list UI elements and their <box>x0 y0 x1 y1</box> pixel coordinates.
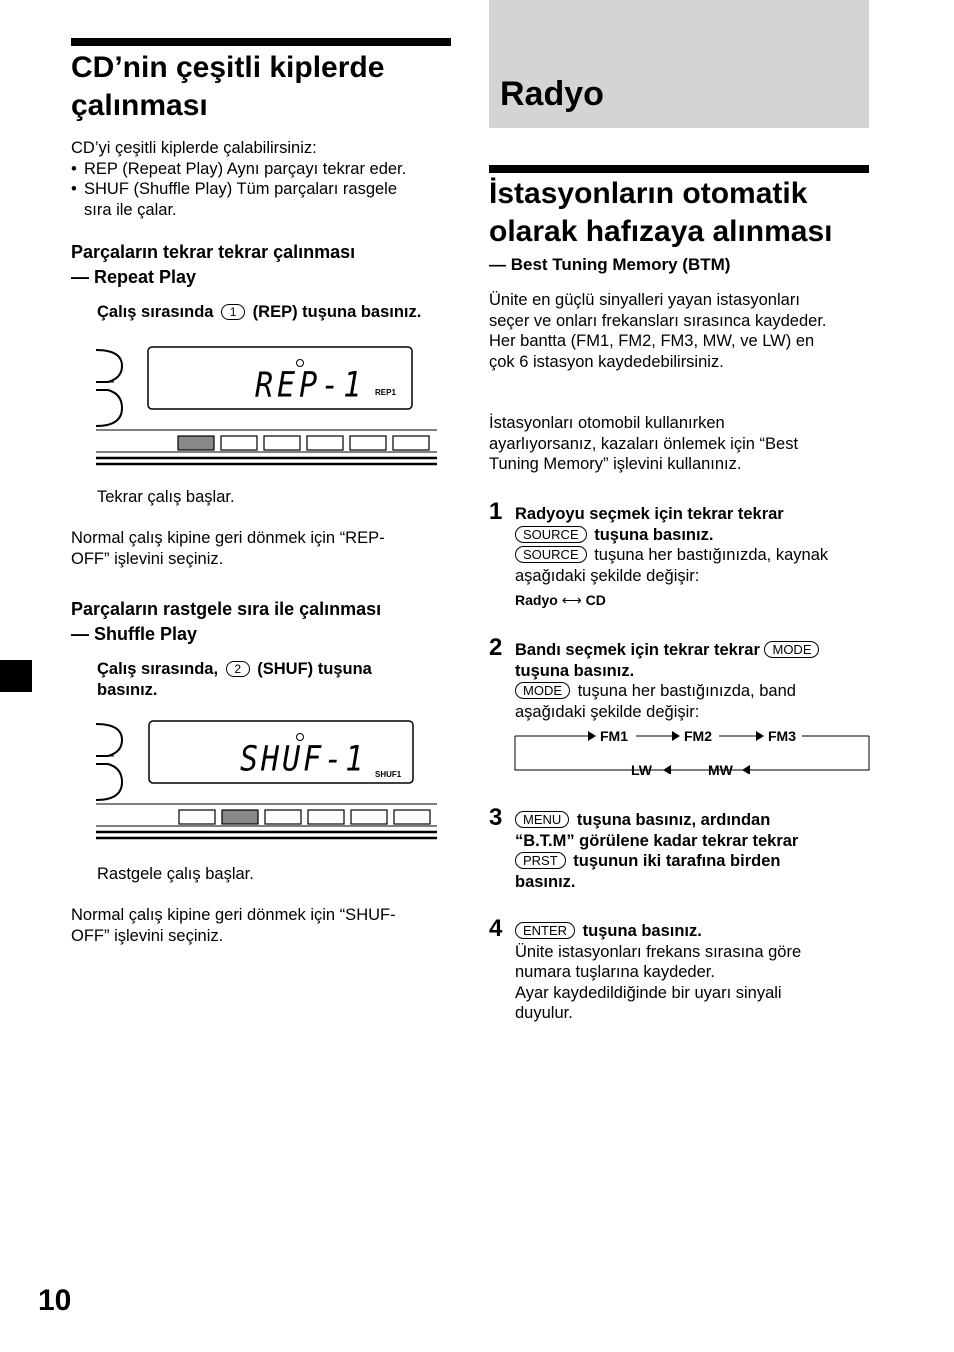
source-flow: Radyo ⟷ CD <box>515 592 606 608</box>
right-para1: Ünite en güçlü sinyalleri yayan istasyonları seçer ve onları frekansları sırasınca kaydeder. Her bantta (FM1, FM2, FM3, MW, ve LW) en çok 6 istasyon kaydedebilirsiniz. <box>489 291 827 371</box>
band-fm2: FM2 <box>684 728 712 744</box>
source-key: SOURCE <box>515 546 587 563</box>
section-banner <box>489 0 869 128</box>
step-1: Radyoyu seçmek için tekrar tekrar SOURCE tuşuna basınız. SOURCE tuşuna her bastığınızda, kaynak aşağıdaki şekilde değişir: <box>515 505 829 585</box>
band-lw: LW <box>631 762 652 778</box>
left-title-rule <box>71 38 451 46</box>
repeat-display-text: REP-1 <box>255 365 366 406</box>
menu-key: MENU <box>515 811 569 828</box>
shuffle-display-indicator: SHUF1 <box>375 770 402 779</box>
key-2: 2 <box>226 661 250 677</box>
page-number: 10 <box>38 1284 72 1317</box>
step-2: Bandı seçmek için tekrar tekrar MODE tuşuna basınız. MODE tuşuna her bastığınızda, band aşağıdaki şekilde değişir: <box>515 640 875 722</box>
mode-key: MODE <box>515 682 570 699</box>
band-fm3: FM3 <box>768 728 796 744</box>
step-1-number: 1 <box>489 498 503 525</box>
double-arrow-icon: ⟷ <box>561 592 582 608</box>
button-row <box>179 810 430 824</box>
section-side-tab <box>0 660 32 692</box>
bullet-shuf: • SHUF (Shuffle Play) Tüm parçaları rasgele sıra ile çalar. <box>71 180 398 219</box>
step-4-number: 4 <box>489 915 503 942</box>
repeat-display-indicator: REP1 <box>375 388 396 397</box>
right-title: İstasyonların otomatik olarak hafızaya alınması <box>489 177 833 248</box>
enter-key: ENTER <box>515 922 575 939</box>
repeat-instruction: Çalış sırasında 1 (REP) tuşuna basınız. <box>97 303 422 321</box>
repeat-note: Normal çalış kipine geri dönmek için “REP- OFF” işlevini seçiniz. <box>71 529 385 568</box>
step-3: MENU tuşuna basınız, ardından “B.T.M” görülene kadar tekrar tekrar PRST tuşunun iki tarafına birden basınız. <box>515 811 799 891</box>
shuffle-note: Normal çalış kipine geri dönmek için “SHUF- OFF” işlevini seçiniz. <box>71 906 396 945</box>
step-2-number: 2 <box>489 634 503 661</box>
source-key: SOURCE <box>515 526 587 543</box>
repeat-heading: Parçaların tekrar tekrar çalınması — Repeat Play <box>71 242 356 287</box>
bullet-rep: • REP (Repeat Play) Aynı parçayı tekrar eder. <box>71 159 407 178</box>
right-para2: İstasyonları otomobil kullanırken ayarlıyorsanız, kazaları önlemek için “Best Tuning Memory” işlevini kullanınız. <box>489 414 799 473</box>
repeat-caption: Tekrar çalış başlar. <box>97 488 235 506</box>
repeat-display-illustration <box>94 342 439 472</box>
shuffle-instruction: Çalış sırasında, 2 (SHUF) tuşuna basınız. <box>97 660 372 699</box>
shuffle-display-illustration <box>94 716 439 846</box>
left-intro: CD’yi çeşitli kiplerde çalabilirsiniz: • REP (Repeat Play) Aynı parçayı tekrar eder. • SHUF (Shuffle Play) Tüm parçaları rasgele sıra ile çalar. <box>71 138 461 220</box>
step-4: ENTER tuşuna basınız. Ünite istasyonları frekans sırasına göre numara tuşlarına kaydeder. Ayar kaydedildiğinde bir uyarı sinyali duyulur. <box>515 922 802 1022</box>
step-3-number: 3 <box>489 804 503 831</box>
right-subtitle: — Best Tuning Memory (BTM) <box>489 255 731 274</box>
band-fm1: FM1 <box>600 728 628 744</box>
mode-key: MODE <box>764 641 819 658</box>
shuffle-caption: Rastgele çalış başlar. <box>97 865 254 883</box>
section-title: Radyo <box>500 75 604 113</box>
right-title-rule <box>489 165 869 173</box>
band-mw: MW <box>708 762 733 778</box>
key-1: 1 <box>221 304 245 320</box>
shuffle-heading: Parçaların rastgele sıra ile çalınması — Shuffle Play <box>71 599 382 644</box>
button-row <box>178 436 429 450</box>
prst-key: PRST <box>515 852 566 869</box>
shuffle-display-text: SHUF-1 <box>240 739 367 780</box>
left-title: CD’nin çeşitli kiplerde çalınması <box>71 51 385 122</box>
